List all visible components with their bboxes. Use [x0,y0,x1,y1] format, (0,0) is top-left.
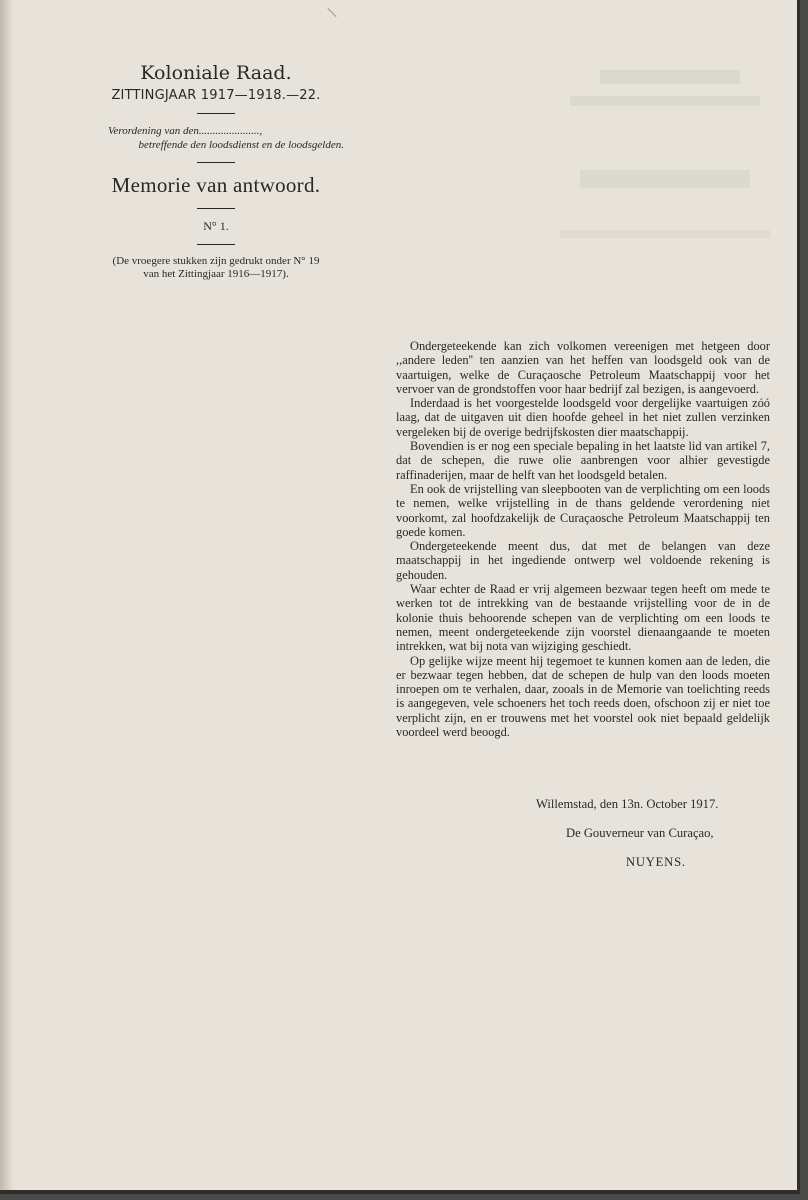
divider [197,208,235,209]
reference-note-line-2: van het Zittingjaar 1916—1917). [143,268,289,280]
subject-block [82,124,350,152]
binding-gutter [0,0,14,1190]
corner-mark [327,8,336,17]
paragraph: En ook de vrijstelling van sleepbooten van de verplichting om een loods te nemen, welke vrijstelling in de thans geldende verordening niet voorkomt, zal hoofdzakelijk de Curaçaosche Petroleum Maatschappij ten goede komen. [396,481,770,539]
subject-line-2: betreffende den loodsdienst en de loodsgelden. [138,139,344,151]
bleed-through-shadow [560,60,780,280]
divider [197,113,235,114]
paragraph: Ondergeteekende kan zich volkomen vereenigen met hetgeen door ,,andere leden'' ten aanzien van het heffen van loodsgeld ook van de vaartuigen, welke de Curaçaosche Petroleum Maatschappij voor het vervoer van de grondstoffen voor haar bedrijf zal bezigen, is aangevoerd. [396,339,770,396]
paragraph: Bovendien is er nog een speciale bepaling in het laatste lid van artikel 7, dat de schepen, die ruwe olie aanbrengen voor alhier gevestigde raffinaderijen, maar de helft van het loodsgeld betalen. [396,439,770,482]
paragraph: Waar echter de Raad er vrij algemeen bezwaar tegen heeft om mede te werken tot de intrekking van de bestaande vrijstelling voor de in de kolonie thuis behoorende schepen van de verplichting om een loods te nemen, meent ondergeteekende zijn voorstel dienaangaande te moeten intrekken, wat bij nota van wijziging geschiedt. [396,582,770,654]
divider [197,244,235,245]
paragraph: Inderdaad is het voorgestelde loodsgeld voor dergelijke vaartuigen zóó laag, dat de uitgaven uit dien hoofde geheel in het niet zullen verzinken vergeleken bij de overige bedrijfskosten dier maatschappij. [396,396,770,439]
divider [197,162,235,163]
signatory-office: De Gouverneur van Curaçao, [566,826,714,840]
reference-note-line-1: (De vroegere stukken zijn gedrukt onder N° 19 [112,255,320,267]
body-text [396,339,770,739]
paragraph: Ondergeteekende meent dus, dat met de belangen van deze maatschappij in het ingediende ontwerp wel voldoende rekening is gehouden. [396,539,770,582]
session-year: ZITTINGJAAR 1917—1918.—22. [111,88,321,103]
document-heading: Memorie van antwoord. [111,173,321,197]
signatory-name: NUYENS. [626,855,686,869]
paragraph: Op gelijke wijze meent hij tegemoet te kunnen komen aan de leden, die er bezwaar tegen hebben, dat de schepen de hulp van den loods moeten inroepen om te verhalen, daar, zooals in de Memorie van toelichting reeds is aangegeven, vele schoeners het toch reeds doen, ofschoon zij er niet toe verplicht zijn, en er trouwens met het voorstel ook niet bepaald geldelijk voordeel werd beoogd. [396,653,770,740]
reference-note [82,255,350,281]
document-header [82,62,350,281]
document-number: N° 1. [203,219,229,233]
subject-line-1: Verordening van den......................, [108,125,263,137]
place-date: Willemstad, den 13n. October 1917. [536,797,719,811]
council-title: Koloniale Raad. [140,62,292,84]
